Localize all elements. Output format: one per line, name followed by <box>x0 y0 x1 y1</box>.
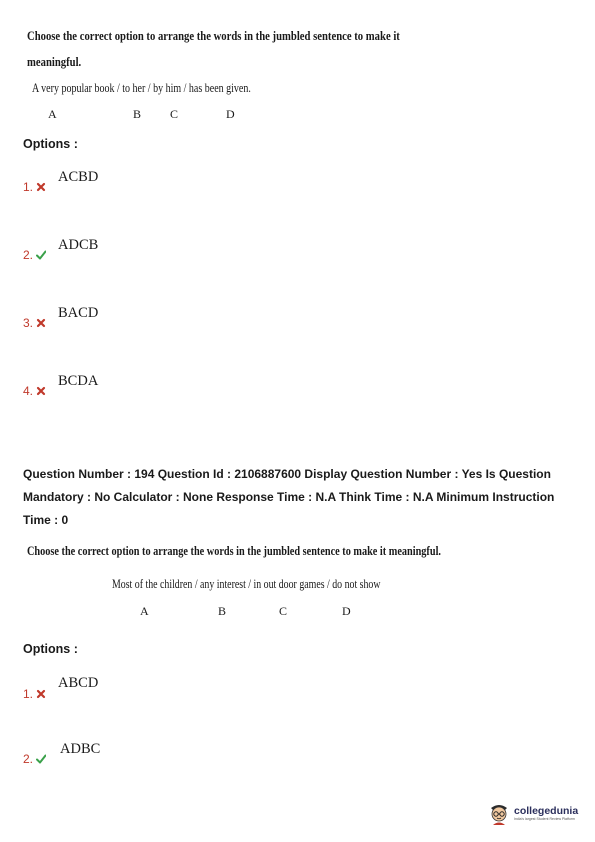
cross-icon <box>36 689 46 699</box>
question-1-text-line-2: meaningful. <box>27 54 82 69</box>
question-2-option-1-text: ABCD <box>58 675 99 691</box>
question-2-option-2-text: ADBC <box>60 741 101 757</box>
question-1-text-line-1: Choose the correct option to arrange the words in the jumbled sentence to make it <box>27 28 400 43</box>
question-2-letter-c: C <box>279 604 288 618</box>
question-1-option-1[interactable] <box>23 180 46 194</box>
student-mascot-icon <box>488 800 510 826</box>
question-2-option-1[interactable] <box>23 687 46 701</box>
question-1-letter-a: A <box>48 107 57 121</box>
question-1-letter-b: B <box>133 107 142 121</box>
option-number: 1. <box>23 180 34 194</box>
logo-tagline: India's largest Student Review Platform <box>514 817 575 821</box>
question-1-option-2-text: ADCB <box>58 237 99 253</box>
question-metadata: Question Number : 194 Question Id : 2106887600 Display Question Number : Yes Is Question Mandatory : No Calculator : None Response Time : N.A Think Time : N.A Minimum Instruction Time : 0 <box>23 467 555 527</box>
cross-icon <box>36 318 46 328</box>
check-icon <box>36 250 46 260</box>
question-2-letter-d: D <box>342 604 351 618</box>
question-1-options-heading: Options : <box>23 137 78 151</box>
cross-icon <box>36 182 46 192</box>
question-2-options-heading: Options : <box>23 642 78 656</box>
question-1-option-1-text: ACBD <box>58 169 99 185</box>
question-1-option-2[interactable] <box>23 248 46 262</box>
question-1-jumbled-sentence: A very popular book / to her / by him / has been given. <box>32 81 251 95</box>
logo-wordmark: collegedunia <box>514 805 579 817</box>
option-number: 3. <box>23 316 34 330</box>
question-1-option-4[interactable] <box>23 384 46 398</box>
cross-icon <box>36 386 46 396</box>
collegedunia-logo <box>488 800 578 826</box>
question-2-letter-b: B <box>218 604 227 618</box>
option-number: 1. <box>23 687 34 701</box>
question-1-option-4-text: BCDA <box>58 373 99 389</box>
question-1-option-3-text: BACD <box>58 305 99 321</box>
question-2-jumbled-sentence: Most of the children / any interest / in out door games / do not show <box>112 577 381 591</box>
question-1-option-3[interactable] <box>23 316 46 330</box>
check-icon <box>36 754 46 764</box>
question-2-text: Choose the correct option to arrange the words in the jumbled sentence to make it meaningful. <box>27 543 441 558</box>
question-2-letter-a: A <box>140 604 149 618</box>
option-number: 2. <box>23 752 34 766</box>
question-1-letter-c: C <box>170 107 179 121</box>
option-number: 4. <box>23 384 34 398</box>
question-1-letter-d: D <box>226 107 235 121</box>
question-2-option-2[interactable] <box>23 752 46 766</box>
option-number: 2. <box>23 248 34 262</box>
